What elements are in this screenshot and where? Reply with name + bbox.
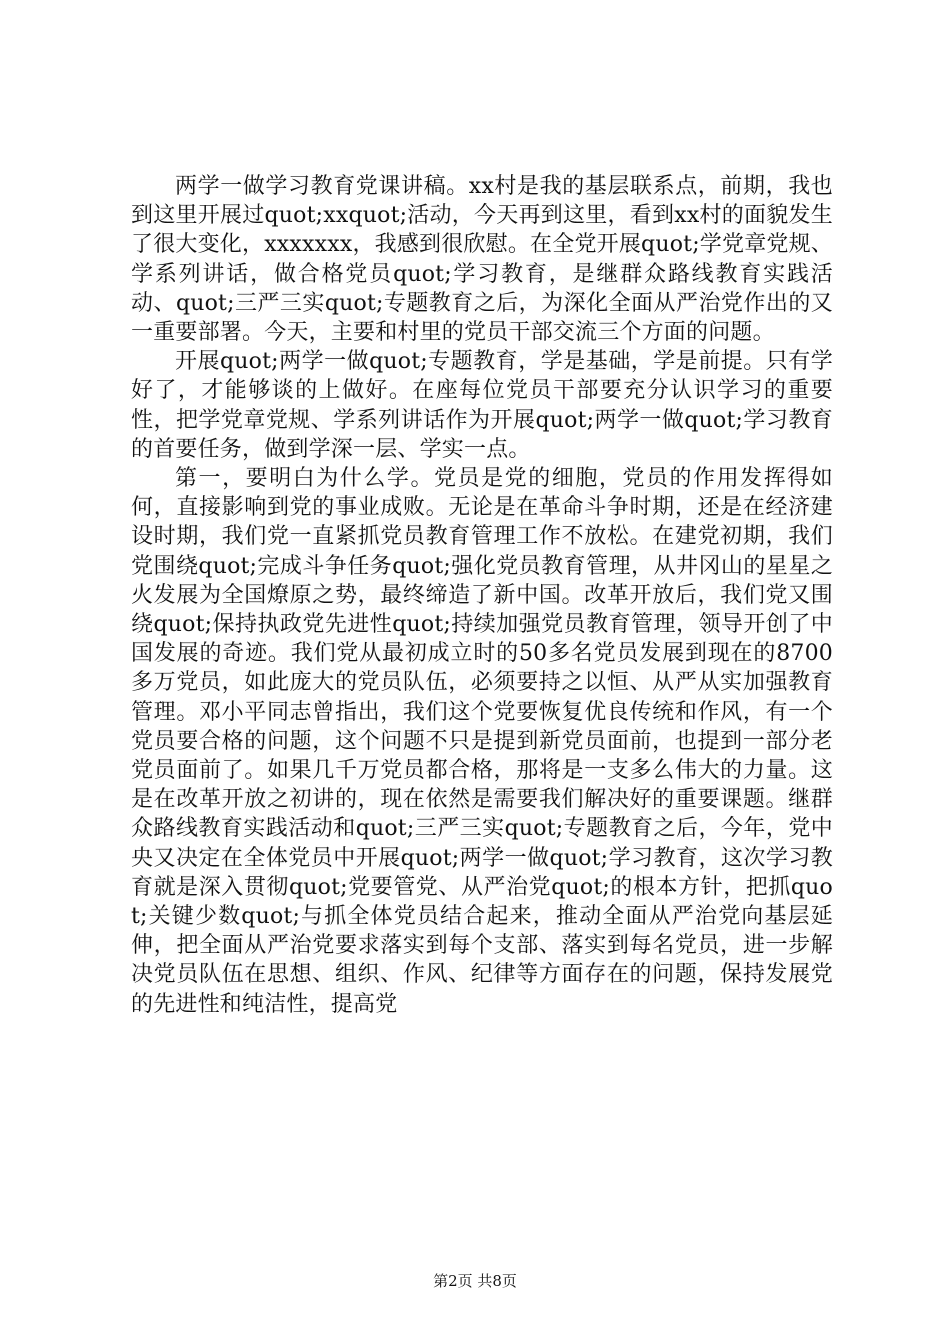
document-body: [131, 172, 833, 1019]
paragraph-intro: 两学一做学习教育党课讲稿。xx村是我的基层联系点，前期，我也到这里开展过quot;xxquot;活动，今天再到这里，看到xx村的面貌发生了很大变化，xxxxxxx，我感到很欣慰。在全党开展quot;学党章党规、学系列讲话，做合格党员quot;学习教育，是继群众路线教育实践活动、quot;三严三实quot;专题教育之后，为深化全面从严治党作出的又一重要部署。今天，主要和村里的党员干部交流三个方面的问题。: [131, 174, 834, 346]
paragraph-why-study: 第一，要明白为什么学。党员是党的细胞，党员的作用发挥得如何，直接影响到党的事业成败。无论是在革命斗争时期，还是在经济建设时期，我们党一直紧抓党员教育管理工作不放松。在建党初期，我们党围绕quot;完成斗争任务quot;强化党员教育管理，从井冈山的星星之火发展为全国燎原之势，最终缔造了新中国。改革开放后，我们党又围绕quot;保持执政党先进性quot;持续加强党员教育管理，领导开创了中国发展的奇迹。我们党从最初成立时的50多名党员发展到现在的8700多万党员，如此庞大的党员队伍，必须要持之以恒、从严从实加强教育管理。邓小平同志曾指出，我们这个党要恢复优良传统和作风，有一个党员要合格的问题，这个问题不只是提到新党员面前，也提到一部分老党员面前了。如果几千万党员都合格，那将是一支多么伟大的力量。这是在改革开放之初讲的，现在依然是需要我们解决好的重要课题。继群众路线教育实践活动和quot;三严三实quot;专题教育之后，今年，党中央又决定在全体党员中开展quot;两学一做quot;学习教育，这次学习教育就是深入贯彻quot;党要管党、从严治党quot;的根本方针，把抓quot;关键少数quot;与抓全体党员结合起来，推动全面从严治党向基层延伸，把全面从严治党要求落实到每个支部、落实到每名党员，进一步解决党员队伍在思想、组织、作风、纪律等方面存在的问题，保持发展党的先进性和纯洁性，提高党: [131, 466, 833, 1017]
paragraph-study-foundation: 开展quot;两学一做quot;专题教育，学是基础，学是前提。只有学好了，才能够谈的上做好。在座每位党员干部要充分认识学习的重要性，把学党章党规、学系列讲话作为开展quot;两学一做quot;学习教育的首要任务，做到学深一层、学实一点。: [131, 349, 833, 462]
page-number-footer: 第2页 共8页: [433, 1272, 517, 1290]
